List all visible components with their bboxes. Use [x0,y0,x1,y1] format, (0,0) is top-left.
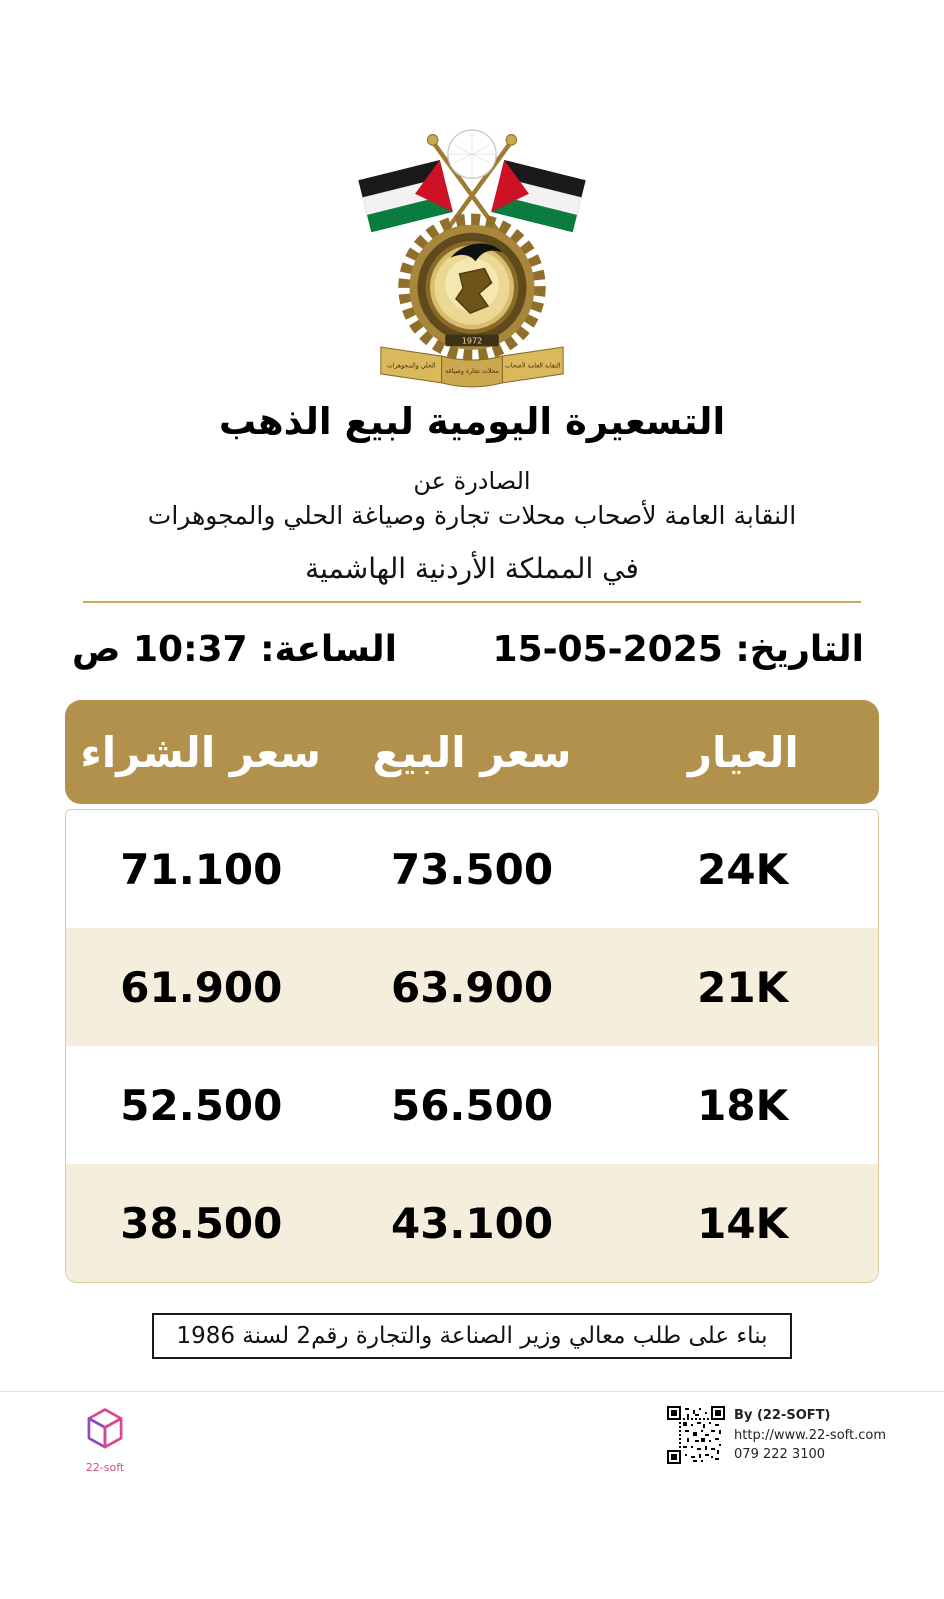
software-logo [70,1406,140,1474]
kingdom-line: في المملكة الأردنية الهاشمية [305,552,639,585]
datetime-row [0,629,944,670]
emblem-ribbon-left-text: الحلي والمجوهرات [386,362,436,370]
table-row [66,928,878,1046]
note-section [0,1313,944,1359]
emblem-year: 1972 [461,336,483,346]
organization-name: النقابة العامة لأصحاب محلات تجارة وصياغة الحلي والمجوهرات [147,501,797,530]
cell-karat: 14K [697,1198,789,1248]
time-label: الساعة: [260,629,397,670]
footer-bar [0,1392,944,1474]
header-karat: العيار [687,727,799,777]
emblem-ribbon-center-text: محلات تجارة وصياغة [445,368,499,376]
price-table [65,700,879,1283]
time-value: 10:37 ص [72,629,248,670]
cell-buy-price: 61.900 [120,962,283,1012]
jordan-flag-left-icon [358,160,452,232]
table-row [66,810,878,928]
header-buy-price: سعر الشراء [80,727,321,777]
cell-buy-price: 71.100 [120,844,283,894]
credit-website: http://www.22-soft.com [734,1427,886,1443]
date-value: 15-05-2025 [492,629,723,670]
date-label: التاريخ: [735,629,864,670]
jordan-flag-right-icon [491,160,585,232]
pearl-icon [448,130,496,178]
table-row [66,1164,878,1282]
syndicate-emblem-icon [352,122,592,390]
legal-note: بناء على طلب معالي وزير الصناعة والتجارة رقم2 لسنة 1986 [152,1313,791,1359]
cell-buy-price: 52.500 [120,1080,283,1130]
header-sell-price: سعر البيع [372,727,572,777]
emblem-section [0,0,944,390]
gold-divider [83,601,861,603]
emblem-ribbon-right-text: النقابة العامة لأصحاب [504,362,561,370]
credit-text [734,1406,886,1465]
price-table-header [65,700,879,804]
issued-by-line: الصادرة عن [413,467,531,495]
credits-block [667,1406,886,1465]
time-chunk [72,629,397,670]
cell-karat: 21K [697,962,789,1012]
price-table-body [65,809,879,1283]
cell-sell-price: 43.100 [390,1198,554,1248]
table-row [66,1046,878,1164]
cube-logo-icon [83,1406,127,1456]
qr-code-icon [667,1406,725,1464]
cell-sell-price: 56.500 [390,1080,554,1130]
cell-sell-price: 73.500 [390,844,554,894]
page-title: التسعيرة اليومية لبيع الذهب [218,400,726,443]
cell-karat: 18K [697,1080,789,1130]
credit-by: By (22-SOFT) [734,1408,831,1423]
cell-buy-price: 38.500 [120,1198,283,1248]
cell-sell-price: 63.900 [390,962,554,1012]
software-logo-label: 22-soft [85,1461,125,1474]
date-chunk [493,629,864,670]
credit-phone: 079 222 3100 [734,1447,826,1462]
cell-karat: 24K [697,844,789,894]
